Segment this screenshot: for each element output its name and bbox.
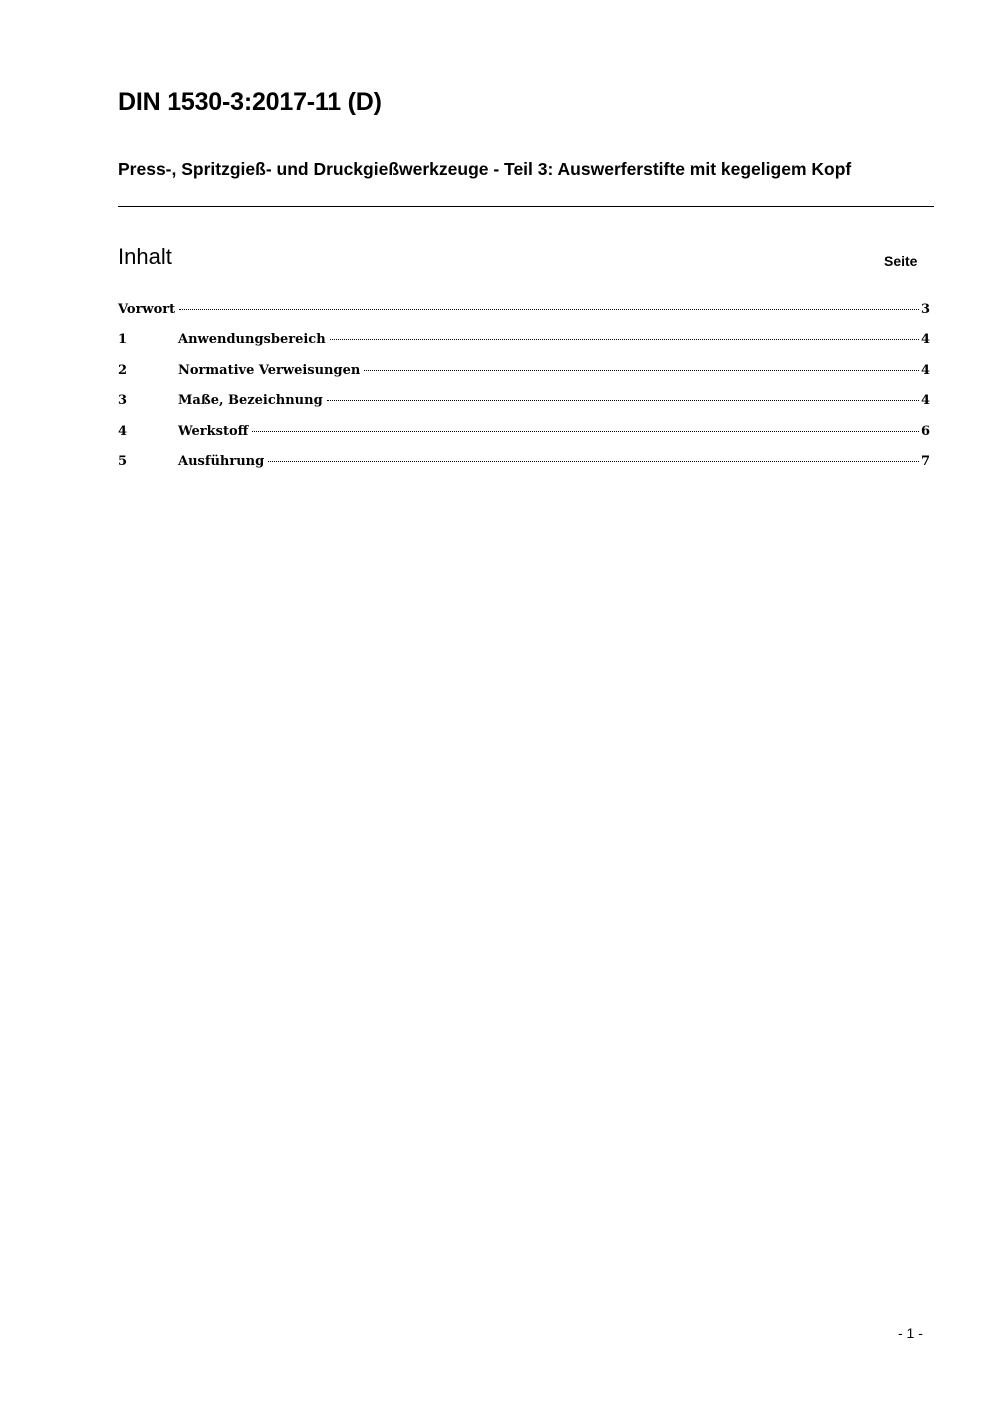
page-number: - 1 - — [898, 1325, 923, 1341]
toc-dot-leader — [330, 339, 919, 340]
toc-entry-ausfuehrung[interactable] — [118, 454, 930, 484]
toc-entry-page: 3 — [920, 302, 930, 317]
toc-entry-number: 2 — [118, 362, 128, 378]
toc-entry-label: Anwendungsbereich — [178, 332, 326, 348]
toc-entry-normative-verweisungen[interactable] — [118, 363, 930, 393]
toc-entry-number: 1 — [118, 332, 128, 348]
toc-entry-page: 6 — [920, 423, 930, 439]
toc-dot-leader — [327, 400, 919, 401]
document-id: DIN 1530-3:2017-11 (D) — [118, 88, 382, 116]
toc-entry-page: 4 — [920, 362, 930, 378]
toc-dot-leader — [364, 370, 919, 371]
toc-entry-page: 4 — [920, 332, 930, 348]
toc-entry-number: 4 — [118, 423, 128, 439]
toc-entry-number: 3 — [118, 393, 128, 409]
title-divider — [118, 206, 934, 207]
toc-entry-masse-bezeichnung[interactable] — [118, 393, 930, 423]
toc-heading: Inhalt — [118, 244, 172, 269]
table-of-contents — [118, 302, 930, 484]
toc-entry-anwendungsbereich[interactable] — [118, 332, 930, 362]
toc-entry-label: Normative Verweisungen — [178, 362, 361, 378]
toc-entry-label: Werkstoff — [178, 423, 249, 439]
toc-entry-label: Vorwort — [118, 302, 176, 317]
toc-dot-leader — [268, 461, 919, 462]
toc-entry-label: Ausführung — [178, 453, 265, 469]
toc-entry-werkstoff[interactable] — [118, 424, 930, 454]
toc-entry-page: 4 — [920, 393, 930, 409]
toc-dot-leader — [179, 309, 919, 310]
toc-entry-vorwort[interactable] — [118, 302, 930, 332]
toc-entry-page: 7 — [920, 453, 930, 469]
document-title: Press-, Spritzgieß- und Druckgießwerkzeuge - Teil 3: Auswerferstifte mit kegeligem Kopf — [118, 159, 852, 179]
toc-entry-number: 5 — [118, 453, 128, 469]
toc-dot-leader — [252, 431, 919, 432]
toc-entry-label: Maße, Bezeichnung — [178, 393, 323, 409]
toc-page-column-label: Seite — [884, 253, 918, 269]
